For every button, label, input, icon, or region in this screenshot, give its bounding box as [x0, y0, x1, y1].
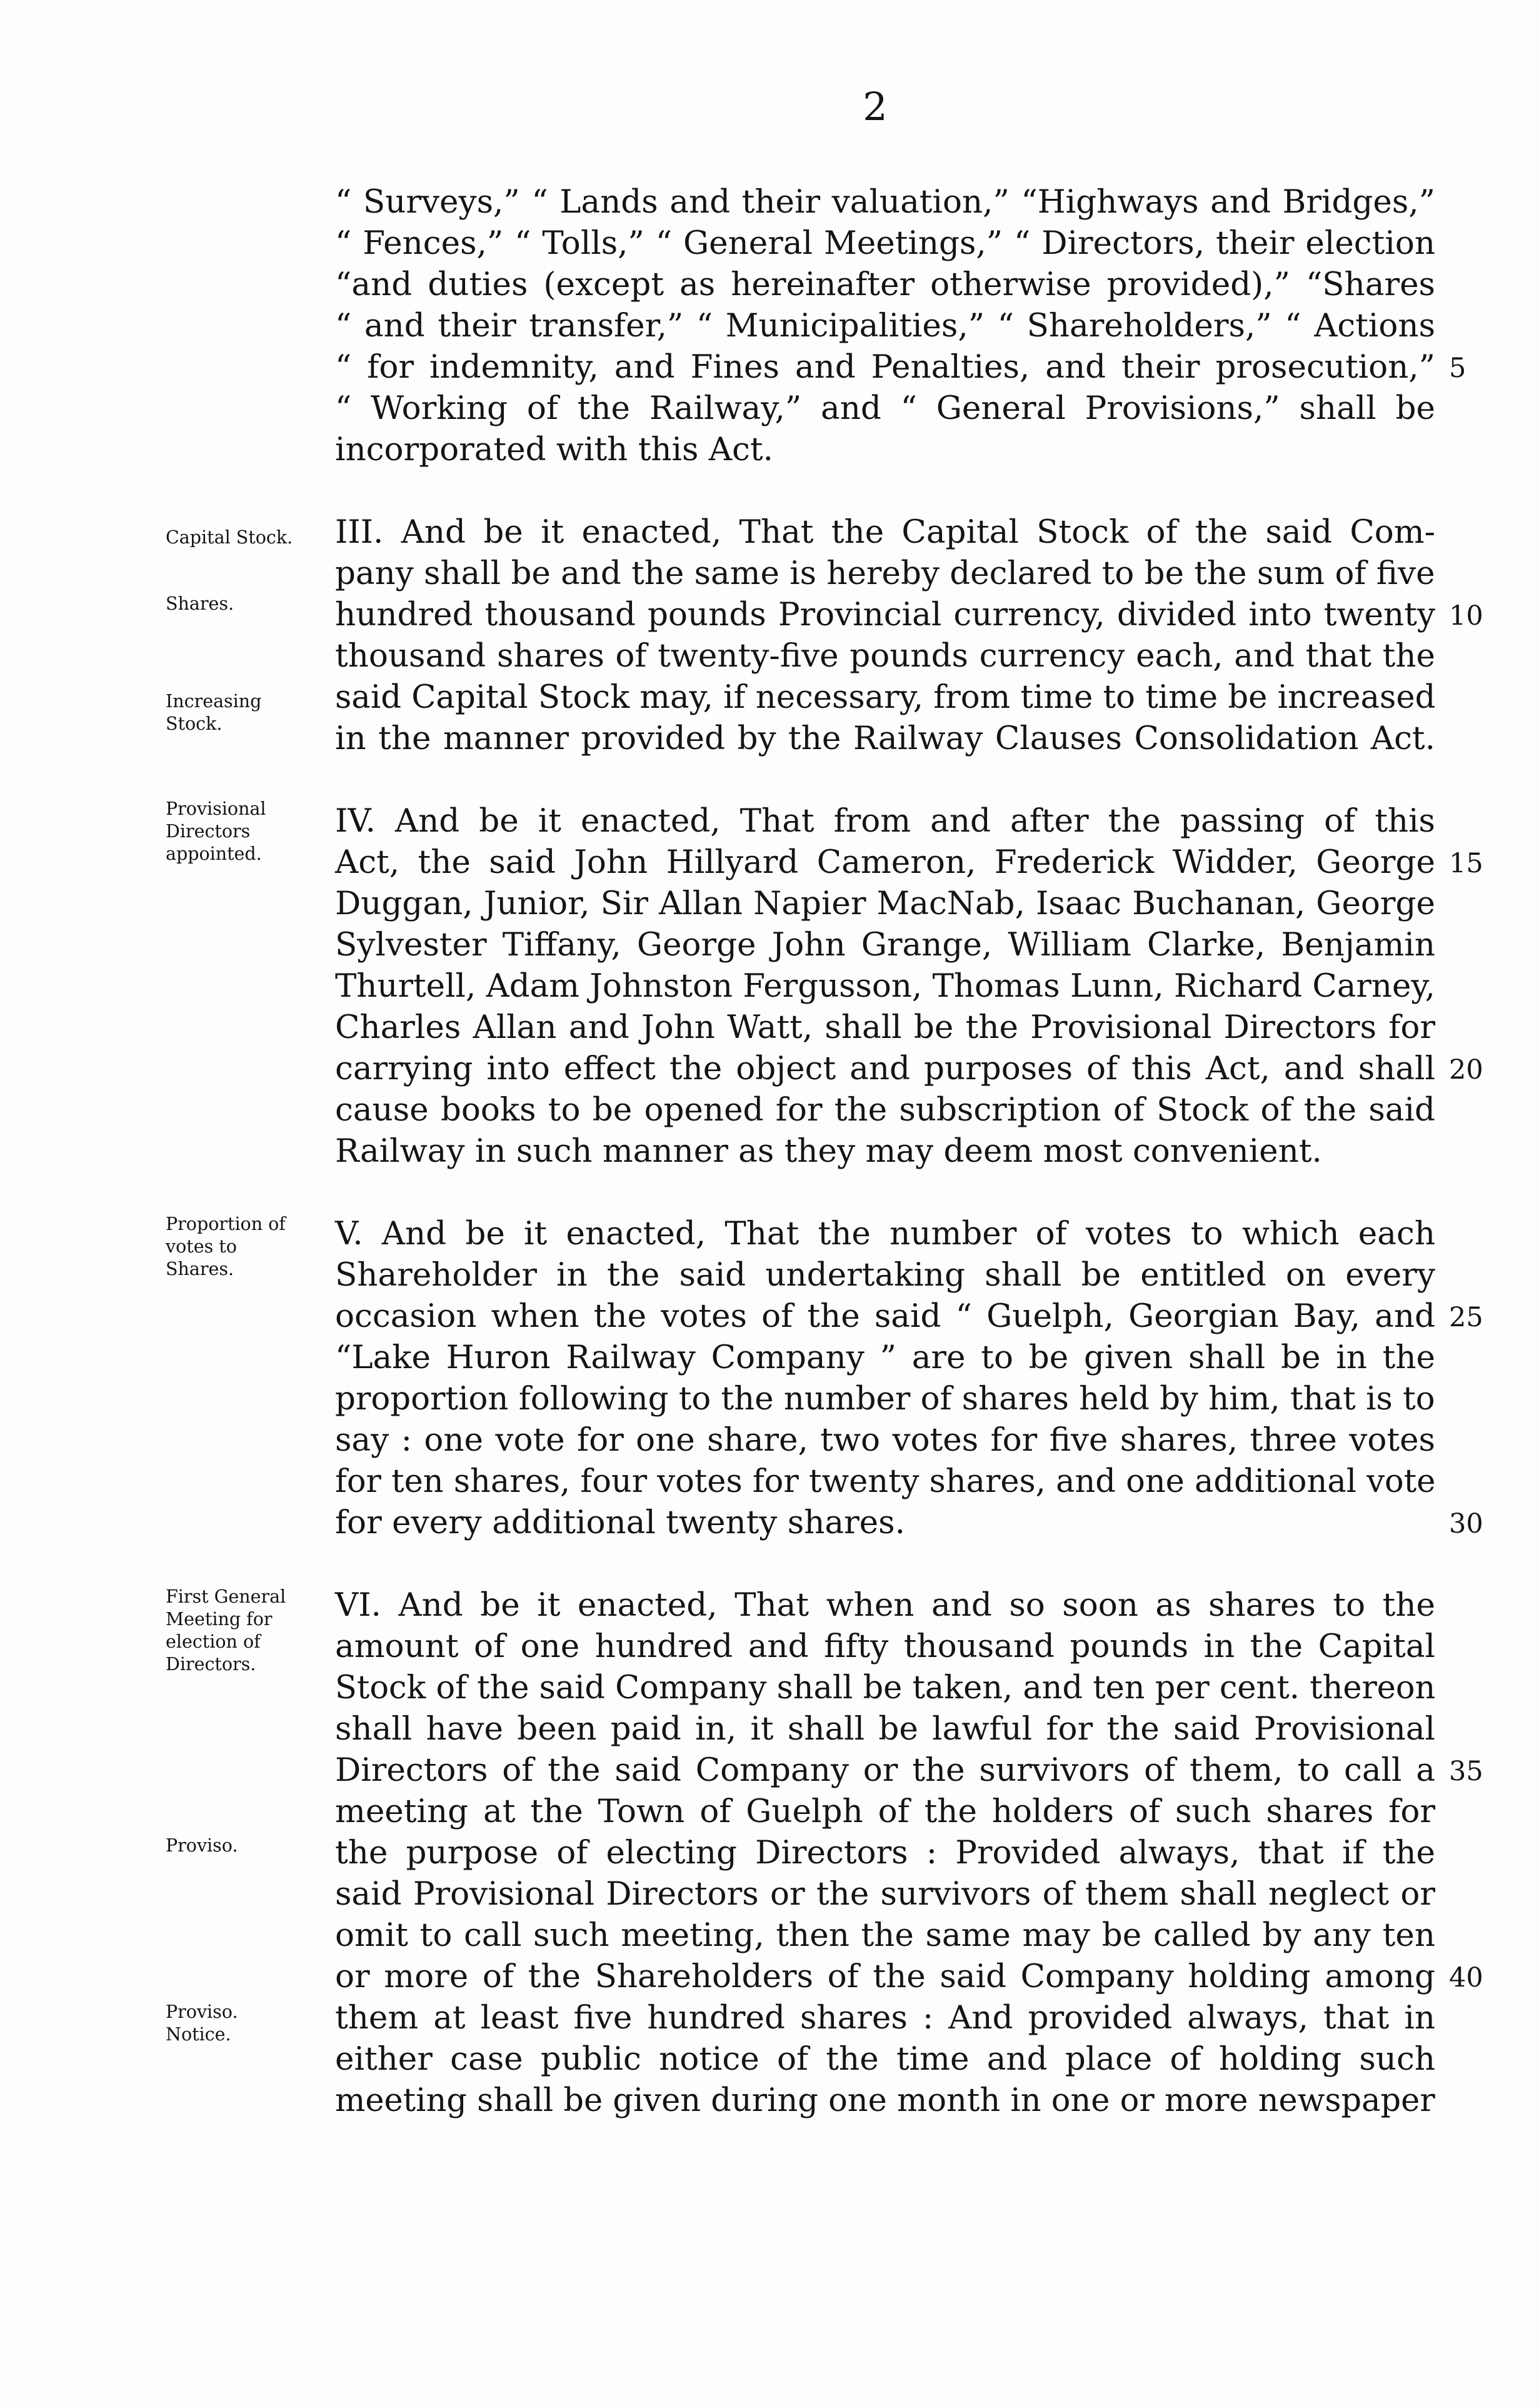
text-line: VI. And be it enacted, That when and so soon as shares to the — [335, 1586, 1435, 1624]
text-line: shall have been paid in, it shall be lawful for the said Provisional — [335, 1710, 1435, 1748]
text-line: the purpose of electing Directors : Provided always, that if the — [335, 1834, 1435, 1871]
text-line: IV. And be it enacted, That from and after the passing of this — [335, 802, 1435, 840]
text-line: omit to call such meeting, then the same may be called by any ten — [335, 1917, 1435, 1954]
margin-note: Directors. — [166, 1654, 256, 1675]
text-line: for every additional twenty shares. — [335, 1504, 905, 1541]
text-line: thousand shares of twenty-five pounds currency each, and that the — [335, 637, 1435, 675]
text-line: Thurtell, Adam Johnston Fergusson, Thomas Lunn, Richard Carney, — [335, 967, 1435, 1005]
text-line: occasion when the votes of the said “ Guelph, Georgian Bay, and — [335, 1297, 1435, 1335]
margin-note: Proviso. — [166, 1835, 238, 1856]
line-number: 35 — [1449, 1756, 1483, 1787]
margin-note: Shares. — [166, 1259, 234, 1279]
margin-note: Shares. — [166, 593, 234, 614]
text-line: either case public notice of the time and place of holding such — [335, 2040, 1435, 2078]
margin-note: election of — [166, 1631, 261, 1652]
margin-note: Directors — [166, 821, 251, 842]
line-number: 25 — [1449, 1302, 1483, 1333]
line-number: 40 — [1449, 1962, 1483, 1993]
text-line: “Lake Huron Railway Company ” are to be given shall be in the — [335, 1339, 1435, 1376]
margin-note: Meeting for — [166, 1609, 273, 1630]
margin-note: First General — [166, 1586, 286, 1607]
text-line: pany shall be and the same is hereby declared to be the sum of five — [335, 555, 1435, 592]
text-line: Shareholder in the said undertaking shall be entitled on every — [335, 1256, 1435, 1294]
page-number: 2 — [863, 84, 888, 129]
margin-note: Stock. — [166, 713, 223, 734]
line-number: 15 — [1449, 848, 1483, 879]
line-number: 5 — [1449, 353, 1466, 384]
line-number: 30 — [1449, 1508, 1483, 1539]
text-line: Directors of the said Company or the survivors of them, to call a — [335, 1751, 1435, 1789]
text-line: said Provisional Directors or the survivors of them shall neglect or — [335, 1875, 1435, 1913]
text-line: “ Fences,” “ Tolls,” “ General Meetings,” “ Directors, their election — [335, 224, 1435, 262]
text-line: meeting shall be given during one month in one or more newspaper — [335, 2082, 1435, 2119]
text-line: “ for indemnity, and Fines and Penalties, and their prosecution,” — [335, 348, 1435, 386]
text-line: them at least five hundred shares : And provided always, that in — [335, 1999, 1435, 2037]
text-line: for ten shares, four votes for twenty shares, and one additional vote — [335, 1463, 1436, 1500]
text-line: Charles Allan and John Watt, shall be the Provisional Directors for — [335, 1009, 1435, 1046]
text-line: Railway in such manner as they may deem most convenient. — [335, 1132, 1322, 1170]
margin-note: appointed. — [166, 844, 262, 864]
text-line: Act, the said John Hillyard Cameron, Frederick Widder, George — [335, 844, 1435, 881]
margin-note: Increasing — [166, 691, 262, 712]
margin-note: Capital Stock. — [166, 527, 293, 548]
margin-note: votes to — [166, 1236, 237, 1257]
text-line: or more of the Shareholders of the said Company holding among — [335, 1958, 1435, 1995]
margin-note: Proportion of — [166, 1214, 286, 1234]
line-number: 20 — [1449, 1054, 1483, 1086]
margin-note: Proviso. — [166, 2002, 238, 2022]
text-line: meeting at the Town of Guelph of the holders of such shares for — [335, 1793, 1435, 1830]
text-line: say : one vote for one share, two votes for five shares, three votes — [335, 1421, 1435, 1459]
text-line: cause books to be opened for the subscription of Stock of the said — [335, 1091, 1435, 1129]
text-line: in the manner provided by the Railway Clauses Consolidation Act. — [335, 720, 1435, 757]
text-line: proportion following to the number of shares held by him, that is to — [335, 1380, 1435, 1418]
text-line: said Capital Stock may, if necessary, from time to time be increased — [335, 678, 1436, 716]
text-line: amount of one hundred and fifty thousand pounds in the Capital — [335, 1628, 1435, 1665]
text-line: incorporated with this Act. — [335, 431, 773, 468]
text-line: Stock of the said Company shall be taken, and ten per cent. thereon — [335, 1669, 1436, 1706]
margin-note: Notice. — [166, 2024, 231, 2045]
text-line: “ and their transfer,” “ Municipalities,” “ Shareholders,” “ Actions — [335, 307, 1435, 345]
text-line: “ Surveys,” “ Lands and their valuation,” “Highways and Bridges,” — [335, 183, 1435, 221]
text-line: III. And be it enacted, That the Capital Stock of the said Com- — [335, 513, 1435, 551]
text-line: “and duties (except as hereinafter otherwise provided),” “Shares — [335, 266, 1435, 303]
text-line: Duggan, Junior, Sir Allan Napier MacNab, Isaac Buchanan, George — [335, 885, 1435, 922]
text-line: hundred thousand pounds Provincial currency, divided into twenty — [335, 596, 1435, 633]
text-line: Sylvester Tiffany, George John Grange, William Clarke, Benjamin — [335, 926, 1435, 964]
text-line: carrying into effect the object and purposes of this Act, and shall — [335, 1050, 1435, 1087]
text-line: “ Working of the Railway,” and “ General Provisions,” shall be — [335, 390, 1435, 427]
margin-note: Provisional — [166, 798, 266, 819]
line-number: 10 — [1449, 600, 1483, 632]
text-line: V. And be it enacted, That the number of votes to which each — [335, 1215, 1435, 1252]
